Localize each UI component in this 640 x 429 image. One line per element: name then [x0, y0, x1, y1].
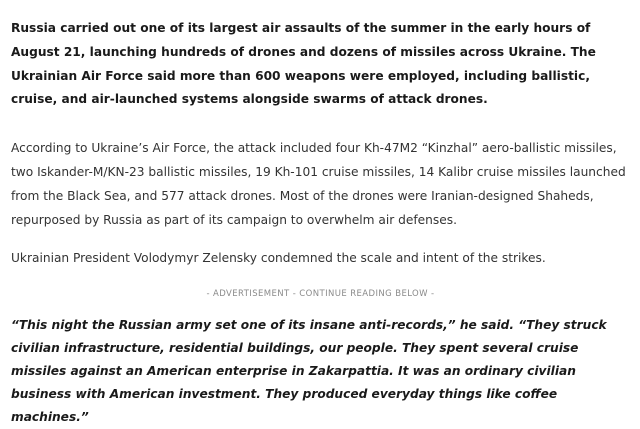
quote-paragraph: “This night the Russian army set one of its insane anti-records,” he said. “They struck civilian infrastructure, residential buildings, our people. They spent several cruise missiles against an American enterprise in Zakarpattia. It was an ordinary civilian business with American investment. They produced everyday things like coffee machines.”	[11, 318, 607, 425]
body-paragraph-air-force: According to Ukraine’s Air Force, the attack included four Kh-47M2 “Kinzhal” aero-ballistic missiles, two Iskander-M/KN-23 ballistic missiles, 19 Kh-101 cruise missiles, 14 Kalibr cruise missiles launched from the Black Sea, and 577 attack drones. Most of the drones were Iranian-designed Shaheds, repurposed by Russia as part of its campaign to overwhelm air defenses.	[11, 141, 626, 227]
body-paragraph-zelensky: Ukrainian President Volodymyr Zelensky condemned the scale and intent of the strikes.	[11, 251, 546, 266]
advertisement-label: - ADVERTISEMENT - CONTINUE READING BELOW -	[206, 289, 435, 300]
lead-paragraph: Russia carried out one of its largest air assaults of the summer in the early hours of August 21, launching hundreds of drones and dozens of missiles across Ukraine. The Ukrainian Air Force said more than 600 weapons were employed, including ballistic, cruise, and air-launched systems alongside swarms of attack drones.	[11, 21, 596, 107]
